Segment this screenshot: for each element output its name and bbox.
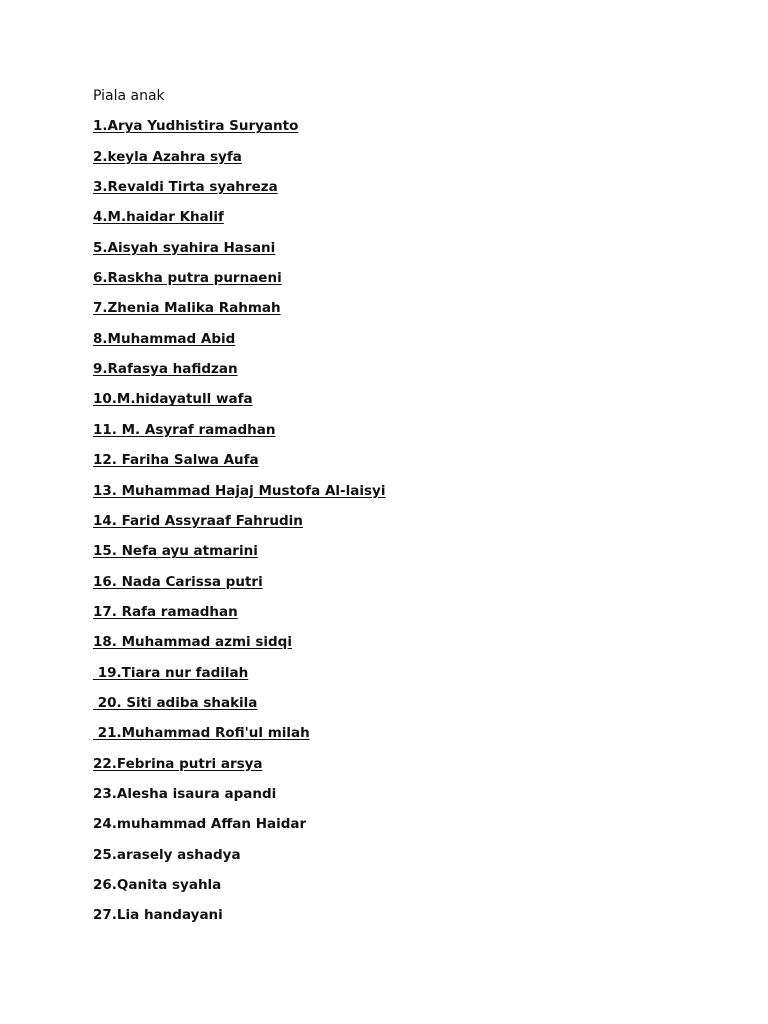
- list-item: 14. Farid Assyraaf Fahrudin: [93, 512, 303, 529]
- list-item: 12. Fariha Salwa Aufa: [93, 452, 259, 469]
- list-item: 3.Revaldi Tirta syahreza: [93, 179, 278, 196]
- list-item: 24.muhammad Affan Haidar: [93, 816, 307, 833]
- list-item: 11. M. Asyraf ramadhan: [93, 421, 276, 438]
- list-item: 6.Raskha putra purnaeni: [93, 270, 282, 287]
- list-item: 21.Muhammad Rofi'ul milah: [93, 725, 310, 742]
- list-item: 5.Aisyah syahira Hasani: [93, 239, 276, 256]
- list-item: 1.Arya Yudhistira Suryanto: [93, 118, 299, 135]
- list-item: 7.Zhenia Malika Rahmah: [93, 300, 281, 317]
- list-item: 20. Siti adiba shakila: [93, 694, 258, 711]
- list-item: 25.arasely ashadya: [93, 846, 241, 863]
- list-item: 18. Muhammad azmi sidqi: [93, 634, 292, 651]
- list-item: 4.M.haidar Khalif: [93, 209, 224, 226]
- list-item: 9.Rafasya hafidzan: [93, 361, 238, 378]
- list-item: 15. Nefa ayu atmarini: [93, 543, 258, 560]
- list-item: 10.M.hidayatull wafa: [93, 391, 253, 408]
- list-item: 26.Qanita syahla: [93, 876, 222, 893]
- list-item: 19.Tiara nur fadilah: [93, 664, 249, 681]
- list-item: 23.Alesha isaura apandi: [93, 785, 277, 802]
- list-item: 17. Rafa ramadhan: [93, 603, 238, 620]
- list-item: 2.keyla Azahra syfa: [93, 148, 242, 165]
- list-item: 22.Febrina putri arsya: [93, 755, 263, 772]
- name-list: [93, 117, 733, 924]
- list-item: 27.Lia handayani: [93, 907, 223, 924]
- list-item: 8.Muhammad Abid: [93, 330, 236, 347]
- list-item: 16. Nada Carissa putri: [93, 573, 263, 590]
- list-item: 13. Muhammad Hajaj Mustofa Al-laisyi: [93, 482, 386, 499]
- document-heading: Piala anak: [93, 88, 165, 104]
- document-page: [93, 87, 733, 937]
